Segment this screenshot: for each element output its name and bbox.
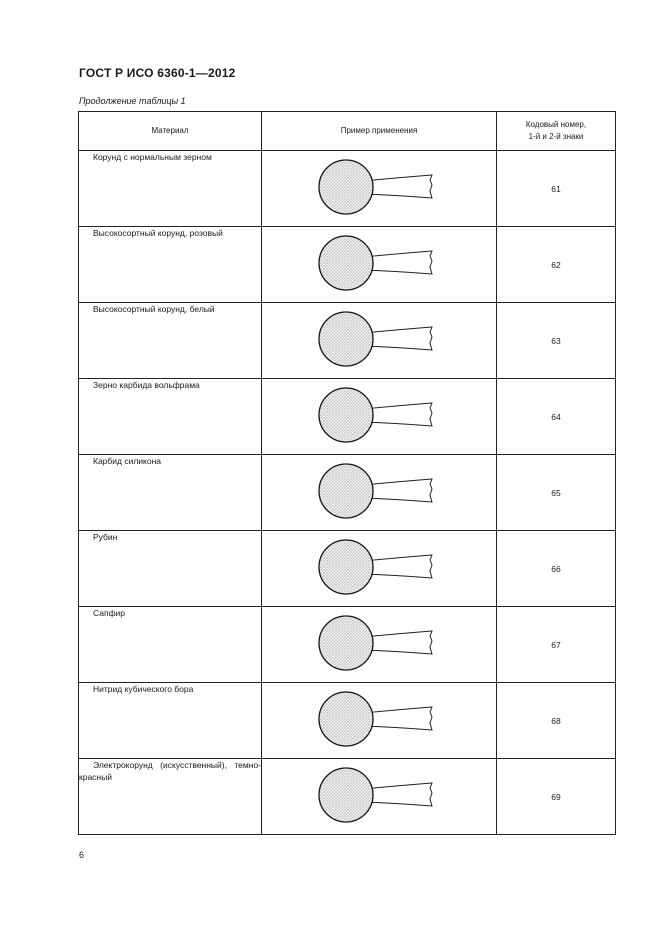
material-cell: Зерно карбида вольфрама: [79, 379, 262, 455]
table-row: [79, 303, 616, 379]
table-row: [79, 759, 616, 835]
column-header-code: [497, 112, 616, 151]
table-header-row: [79, 112, 616, 151]
example-cell: [262, 303, 497, 379]
mounted-point-icon: [314, 764, 444, 830]
example-cell: [262, 683, 497, 759]
code-cell: 67: [497, 607, 616, 683]
material-cell: Корунд с нормальным зерном: [79, 151, 262, 227]
example-cell: [262, 227, 497, 303]
example-cell: [262, 759, 497, 835]
code-cell: 63: [497, 303, 616, 379]
code-cell: 64: [497, 379, 616, 455]
material-cell: Нитрид кубического бора: [79, 683, 262, 759]
material-cell: Карбид силикона: [79, 455, 262, 531]
mounted-point-icon: [314, 384, 444, 450]
example-cell: [262, 151, 497, 227]
example-cell: [262, 607, 497, 683]
material-cell: Электрокорунд (искусственный), темно-красный: [79, 759, 262, 835]
document-title: ГОСТ Р ИСО 6360-1—2012: [79, 66, 236, 80]
mounted-point-icon: [314, 308, 444, 374]
mounted-point-icon: [314, 612, 444, 678]
material-cell: Рубин: [79, 531, 262, 607]
example-cell: [262, 531, 497, 607]
code-cell: 65: [497, 455, 616, 531]
mounted-point-icon: [314, 688, 444, 754]
table-row: [79, 531, 616, 607]
page-number: 6: [79, 850, 85, 860]
code-cell: 68: [497, 683, 616, 759]
material-cell: Высокосортный корунд, белый: [79, 303, 262, 379]
example-cell: [262, 455, 497, 531]
mounted-point-icon: [314, 536, 444, 602]
column-header-material: Материал: [79, 112, 262, 151]
materials-table: [78, 111, 616, 835]
mounted-point-icon: [314, 460, 444, 526]
code-cell: 66: [497, 531, 616, 607]
table-row: [79, 683, 616, 759]
code-cell: 69: [497, 759, 616, 835]
material-cell: Высокосортный корунд, розовый: [79, 227, 262, 303]
table-row: [79, 607, 616, 683]
table-caption: Продолжение таблицы 1: [79, 96, 186, 106]
table-row: [79, 227, 616, 303]
table-row: [79, 151, 616, 227]
column-header-code-label: Кодовый номер, 1-й и 2-й знаки: [525, 120, 587, 141]
table-row: [79, 455, 616, 531]
example-cell: [262, 379, 497, 455]
code-cell: 61: [497, 151, 616, 227]
mounted-point-icon: [314, 232, 444, 298]
mounted-point-icon: [314, 156, 444, 222]
column-header-example: Пример применения: [262, 112, 497, 151]
material-cell: Сапфир: [79, 607, 262, 683]
table-row: [79, 379, 616, 455]
code-cell: 62: [497, 227, 616, 303]
